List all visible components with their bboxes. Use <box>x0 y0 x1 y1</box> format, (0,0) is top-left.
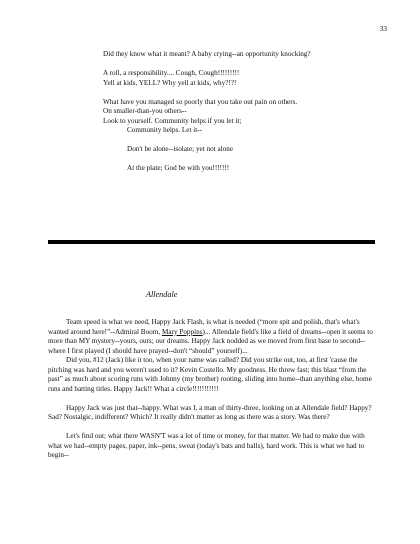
poem-line: Did they know what it meant? A baby crying--an opportunity knocking? <box>103 50 311 58</box>
poem-line: Yell at kids, YELL? Why yell at kids, why?!?! <box>103 78 237 87</box>
poem-line: What have you managed so poorly that you take out pain on others. <box>103 97 298 106</box>
paragraph-text: )... Allendale field's like a field of dreams--open it seems to more than MY mystery--yours, ours; our dreams. Happy Jack nodded as we moved from first base to second--where I first played (I should have prayed--don't “should” yourself)... <box>48 327 373 355</box>
section-divider <box>48 240 375 244</box>
paragraph <box>48 318 378 356</box>
paragraph: Let's find out; what there WASN'T was a lot of time or money, for that matter. We had to make due with what we had--empty pages, paper, ink--pens, sweat (today's bats and balls), hard work. This is what we had to begin-- <box>48 432 365 459</box>
poem-stanza <box>103 69 383 88</box>
poem-line: Don't be alone--isolate; yet not alone <box>127 145 234 154</box>
poem-line: A roll, a responsibility.... Cough, Cough!!!!!!!!! <box>103 68 240 77</box>
underlined-title: Mary Poppins <box>161 327 203 336</box>
poem-line: Look to yourself. Community helps if you let it; <box>103 116 242 125</box>
section-title: Allendale <box>146 290 178 299</box>
poem-stanza <box>103 164 383 174</box>
poem-stanza <box>103 145 383 155</box>
poem-line: At the plate; God be with you!!!!!!! <box>127 164 230 173</box>
paragraph: Happy Jack was just that--happy. What was I, a man of thirty-three, looking on at Allendale field? Happy? Sad? Nostalgic, indifferent? Which? It really didn't matter as long as there was a story. Was there? <box>48 403 372 421</box>
poem-line: Community helps. Let it-- <box>127 126 203 135</box>
paragraph: Did you, #12 (Jack) like it too, when your name was called? Did you strike out, too, at first 'cause the pitching was hard and you weren't used to it? Kevin Costello. My goodness. He threw fast; this blast “from the past” as much about scoring runs with Johnny (my brother) rooting, sliding into home--than anything else, home runs and batting titles. Happy Jack!! What a circle!!!!!!!!!!! <box>48 356 372 393</box>
poem-stanza <box>103 98 383 136</box>
page-number: 33 <box>379 24 387 33</box>
prose-body <box>48 318 378 461</box>
poem <box>103 50 383 183</box>
paragraph-text: Team speed is what we need, Happy Jack Flash, is what is needed (“more spit and polish, that's what's wanted around here!”--Admiral Boom, <box>48 318 360 336</box>
poem-line: On smaller-than-you others-- <box>103 107 187 116</box>
poem-stanza <box>103 50 383 60</box>
